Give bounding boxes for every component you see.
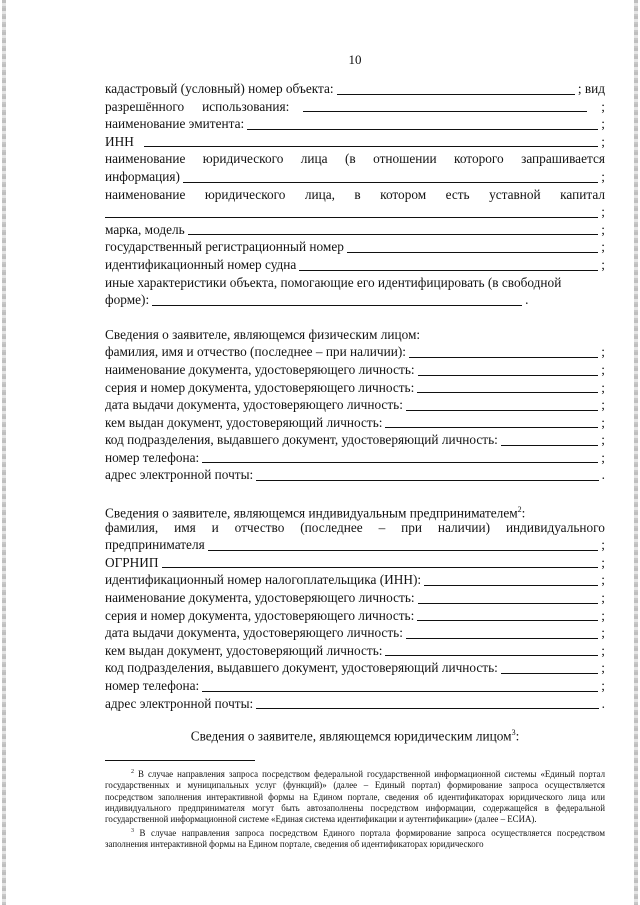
- ind-doc-series-field[interactable]: [417, 391, 598, 393]
- ent-ogrnip-label: ОГРНИП: [105, 554, 159, 570]
- issuer-line: [105, 115, 605, 133]
- ent-fio-word: наличии): [437, 519, 491, 535]
- ent-fio-word: отчество: [234, 519, 285, 535]
- line-end: ;: [601, 607, 605, 623]
- ent-inn-line: [105, 571, 605, 589]
- ent-doc-name-field[interactable]: [418, 602, 599, 604]
- line-end: ;: [601, 642, 605, 658]
- legal-entity-section-title: [105, 728, 605, 746]
- ent-ogrnip-line: [105, 554, 605, 572]
- line-end: .: [601, 695, 605, 711]
- line-end: ;: [601, 361, 605, 377]
- ind-dept-code-line: [105, 431, 605, 449]
- cadastral-end: ; вид: [577, 81, 605, 96]
- cadastral-label: кадастровый (условный) номер объекта:: [105, 81, 334, 96]
- capital-word: уставной: [489, 186, 541, 202]
- legal-entity-title-end: :: [515, 728, 520, 744]
- reg-number-line: [105, 238, 605, 256]
- individual-title: Сведения о заявителе, являющемся физическим лицом:: [105, 326, 421, 342]
- legal-entity-word: лица: [300, 151, 328, 167]
- permitted-use-label-2: использования:: [202, 98, 290, 114]
- ent-fio-field[interactable]: [208, 549, 599, 551]
- ent-fio-word: (последнее: [300, 519, 363, 535]
- ship-id-label: идентификационный номер судна: [105, 256, 297, 272]
- ind-doc-date-line: [105, 396, 605, 414]
- ind-phone-line: [105, 449, 605, 467]
- inn-field[interactable]: [144, 145, 598, 147]
- footnote-ref-3: 3: [511, 728, 516, 738]
- line-end: ;: [601, 660, 605, 676]
- ent-name-line: [105, 536, 605, 554]
- brand-field[interactable]: [188, 233, 599, 235]
- ent-doc-name-label: наименование документа, удостоверяющего личность:: [105, 590, 415, 606]
- ent-phone-label: номер телефона:: [105, 678, 200, 693]
- ent-fio-line: [105, 519, 605, 537]
- capital-word: капитал: [560, 186, 605, 202]
- ent-fio-word: фамилия,: [105, 519, 159, 535]
- ent-doc-name-line: [105, 589, 605, 607]
- entrepreneur-title-end: :: [521, 505, 526, 521]
- line-end: .: [601, 467, 605, 483]
- ent-ogrnip-field[interactable]: [162, 566, 599, 568]
- permitted-use-label-1: разрешённого: [105, 98, 185, 114]
- ent-doc-date-field[interactable]: [406, 637, 598, 639]
- line-end: .: [525, 292, 529, 308]
- cadastral-number-line: [105, 80, 605, 98]
- entrepreneur-section-title: [105, 501, 605, 519]
- line-end: ;: [601, 678, 605, 693]
- line-end: ;: [601, 590, 605, 606]
- other-char-label: иные характеристики объекта, помогающие его идентифицировать (в свободной: [105, 274, 562, 290]
- ind-doc-issuer-label: кем выдан документ, удостоверяющий личность:: [105, 414, 383, 430]
- ent-doc-issuer-field[interactable]: [385, 654, 598, 656]
- line-end: ;: [601, 344, 605, 360]
- line-end: ;: [601, 168, 605, 184]
- issuer-label: наименование эмитента:: [105, 116, 245, 132]
- ind-doc-issuer-field[interactable]: [385, 426, 598, 428]
- ind-doc-name-line: [105, 361, 605, 379]
- ind-doc-date-label: дата выдачи документа, удостоверяющего личность:: [105, 397, 403, 413]
- page-number: 10: [348, 52, 362, 67]
- legal-entity-word: юридического: [202, 151, 284, 167]
- legal-entity-title: Сведения о заявителе, являющемся юридическим лицом: [190, 728, 512, 744]
- ind-fio-label: фамилия, имя и отчество (последнее – при наличии):: [105, 344, 406, 360]
- legal-entity-word: отношении: [373, 151, 437, 167]
- ind-email-field[interactable]: [256, 479, 598, 481]
- inn-line: [105, 133, 605, 151]
- line-end: ;: [601, 414, 605, 430]
- reg-number-field[interactable]: [347, 251, 598, 253]
- ind-phone-field[interactable]: [202, 461, 598, 463]
- ent-fio-word: индивидуального: [505, 519, 605, 535]
- footnote-2-text: В случае направления запроса посредством федеральной государственной информационной системы «Единый портал государственных и муниципальных услуг (функций)» (далее – Единый портал) формирование запроса осуществляется посредством заполнения интерактивной формы на Едином портале, сведения об идентификаторах юридического лица или индивидуального предпринимателя могут быть автозаполнены посредством информации, содержащейся в федеральной государственной информационной системе «Единая система идентификации и аутентификации» (далее – ЕСИА).: [105, 769, 605, 825]
- ind-phone-label: номер телефона:: [105, 449, 200, 465]
- ent-name-label: предпринимателя: [105, 537, 205, 553]
- footnote-3: [105, 826, 605, 851]
- capital-line: [105, 186, 605, 204]
- line-end: ;: [601, 116, 605, 132]
- scan-edge-left: [2, 0, 6, 905]
- line-end: ;: [601, 239, 605, 255]
- permitted-use-field[interactable]: [303, 110, 587, 112]
- ent-inn-label: идентификационный номер налогоплательщика (ИНН):: [105, 572, 422, 588]
- legal-entity-word: (в: [344, 151, 356, 167]
- line-end: ;: [601, 572, 605, 588]
- ship-id-field[interactable]: [299, 269, 598, 271]
- line-end: ;: [601, 537, 605, 553]
- footnote-2: [105, 767, 605, 825]
- footnote-ref-2: 2: [517, 505, 522, 515]
- brand-line: [105, 221, 605, 239]
- document-page: [105, 52, 605, 850]
- legal-entity-word: запрашивается: [521, 151, 605, 167]
- ind-doc-series-line: [105, 379, 605, 397]
- ind-doc-name-label: наименование документа, удостоверяющего личность:: [105, 361, 415, 377]
- ent-dept-code-line: [105, 659, 605, 677]
- footnote-3-number: 3: [131, 827, 134, 834]
- line-end: ;: [601, 256, 605, 272]
- info-line: [105, 168, 605, 186]
- legal-entity-line: [105, 150, 605, 168]
- ind-doc-date-field[interactable]: [406, 409, 598, 411]
- ent-inn-field[interactable]: [424, 584, 598, 586]
- ent-fio-word: при: [401, 519, 422, 535]
- capital-word: есть: [445, 186, 470, 202]
- ent-fio-word: имя: [174, 519, 196, 535]
- capital-field-line: [105, 203, 605, 221]
- reg-number-label: государственный регистрационный номер: [105, 239, 344, 255]
- ind-dept-code-field[interactable]: [501, 444, 598, 446]
- legal-entity-word: которого: [454, 151, 504, 167]
- ind-email-label: адрес электронной почты:: [105, 467, 254, 483]
- line-end: ;: [601, 379, 605, 395]
- ind-doc-issuer-line: [105, 414, 605, 432]
- individual-section-title: [105, 326, 605, 344]
- ent-doc-date-line: [105, 624, 605, 642]
- footnote-3-text: В случае направления запроса посредством Единого портала формирование запроса осуществляется посредством заполнения интерактивной формы на Едином портале, сведения об идентификаторах юридического: [105, 827, 606, 849]
- line-end: ;: [601, 98, 605, 114]
- capital-word: наименование: [105, 186, 186, 202]
- ind-fio-field[interactable]: [409, 356, 598, 358]
- capital-word: лица,: [304, 186, 335, 202]
- ent-doc-issuer-line: [105, 642, 605, 660]
- inn-label: ИНН: [105, 133, 134, 149]
- ent-fio-word: –: [378, 519, 386, 535]
- ent-email-line: [105, 695, 605, 713]
- capital-word: котором: [380, 186, 427, 202]
- ent-email-label: адрес электронной почты:: [105, 695, 254, 711]
- line-end: ;: [601, 625, 605, 641]
- form-line: [105, 291, 605, 309]
- info-label: информация): [105, 168, 180, 184]
- legal-entity-field[interactable]: [183, 181, 598, 183]
- line-end: ;: [601, 554, 605, 570]
- ent-dept-code-field[interactable]: [501, 672, 598, 674]
- ind-fio-line: [105, 343, 605, 361]
- other-char-line: [105, 274, 605, 292]
- ent-doc-series-label: серия и номер документа, удостоверяющего личность:: [105, 607, 415, 623]
- ent-doc-date-label: дата выдачи документа, удостоверяющего личность:: [105, 625, 403, 641]
- ship-id-line: [105, 256, 605, 274]
- ent-doc-series-line: [105, 607, 605, 625]
- ent-doc-series-field[interactable]: [417, 619, 598, 621]
- capital-word: юридического: [204, 186, 286, 202]
- other-char-field[interactable]: [152, 304, 522, 306]
- entrepreneur-title: Сведения о заявителе, являющемся индивидуальным предпринимателем: [105, 505, 518, 521]
- ent-fio-word: и: [211, 519, 219, 535]
- line-end: ;: [601, 133, 605, 149]
- ent-phone-line: [105, 677, 605, 695]
- footnote-separator: [105, 760, 255, 761]
- issuer-field[interactable]: [247, 128, 598, 130]
- line-end: ;: [601, 221, 605, 237]
- ent-email-field[interactable]: [256, 707, 598, 709]
- legal-entity-word: наименование: [105, 151, 186, 167]
- line-end: ;: [601, 432, 605, 448]
- capital-field[interactable]: [105, 216, 598, 218]
- permitted-use-line: [105, 98, 605, 116]
- footnote-2-number: 2: [131, 769, 134, 776]
- ind-doc-name-field[interactable]: [418, 374, 599, 376]
- line-end: ;: [601, 204, 605, 220]
- ent-doc-issuer-label: кем выдан документ, удостоверяющий личность:: [105, 642, 383, 658]
- ent-dept-code-label: код подразделения, выдавшего документ, удостоверяющий личность:: [105, 660, 498, 676]
- line-end: ;: [601, 397, 605, 413]
- cadastral-field[interactable]: [337, 93, 575, 95]
- ent-phone-field[interactable]: [202, 690, 598, 692]
- ind-dept-code-label: код подразделения, выдавшего документ, удостоверяющий личность:: [105, 432, 498, 448]
- form-label: форме):: [105, 292, 150, 308]
- scan-edge-right: [634, 0, 638, 905]
- ind-doc-series-label: серия и номер документа, удостоверяющего личность:: [105, 379, 415, 395]
- line-end: ;: [601, 449, 605, 465]
- capital-word: в: [354, 186, 361, 202]
- brand-label: марка, модель: [105, 221, 185, 237]
- ind-email-line: [105, 466, 605, 484]
